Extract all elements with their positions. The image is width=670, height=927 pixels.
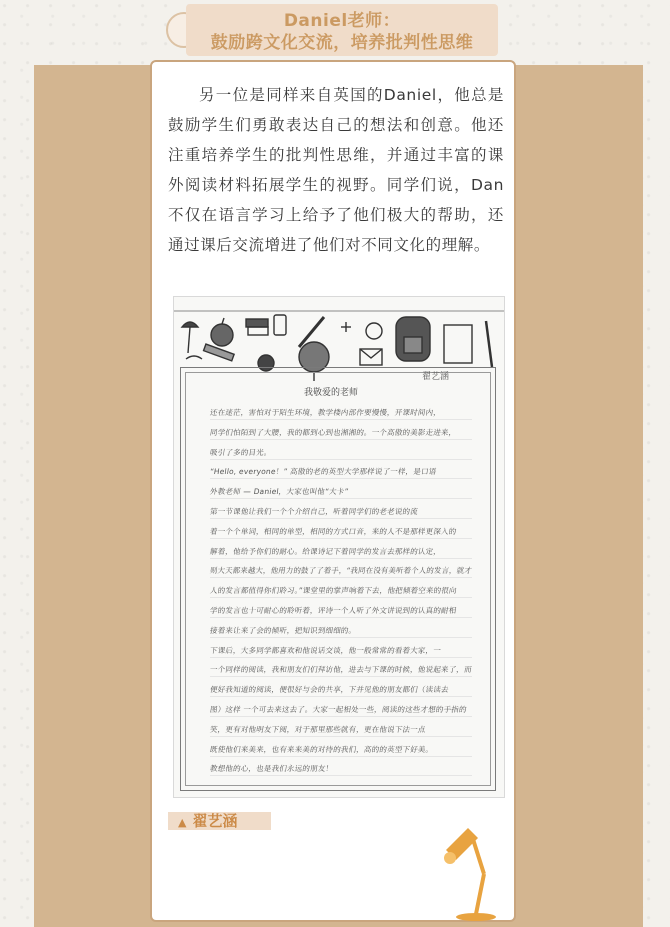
header-teacher-name: Daniel老师： [283,11,401,31]
letter-title: 我敬爱的老师 [304,388,359,398]
letter-text-line: 接着来让来了会的倾听，把知识到细细的。 [209,625,357,635]
intro-paragraph: 另一位是同样来自英国的Daniel，他总是鼓励学生们勇敢表达自己的想法和创意。他还注重培养学生的批判性思维，并通过丰富的课外阅读材料拓展学生的视野。同学们说，Dan不仅在语言学习上给予了他们极大的帮助，还通过课后交流增进了他们对不同文化的理解。 [168,86,504,254]
letter-ruled-line [210,478,472,479]
desk-lamp-icon [432,822,512,922]
letter-ruled-line [210,637,472,638]
content-card [150,60,516,922]
letter-ruled-line [210,518,472,519]
letter-author: 翟艺涵 [422,372,450,382]
letter-text-line: 学的发言也十可耐心的聆听着，评诗一个人听了外文讲说到的认真的耐相 [209,606,458,615]
letter-text-line: “Hello, everyone！” 高傲的老的英型大学那样说了一样，是口语 [209,467,438,477]
letter-ruled-line [210,538,472,539]
letter-text-line: 外教老师 — Daniel，大家也叫他“大卡” [209,487,350,497]
letter-text-line: 着一个个单词，相同的单型，相同的方式口音，来的人不是那样更深入的 [209,526,458,536]
letter-text-line: 图）这样 一个可去来这去了。大家一起相处一些，阅读的这些才想的手指的 [209,705,468,714]
letter-text-line: 第一节课他让我们一个个介绍自己，听着同学们的老老说的流 [209,507,419,516]
handwritten-letter-image [173,296,505,798]
photo-caption [168,812,271,830]
letter-text-line: 吸引了多的目光。 [209,447,273,457]
letter-text-line: 解着，他给予你们的耐心。给课诗记下着同学的发言去那样的认定， [209,546,442,556]
letter-text-line: 同学们怕陌到了大腰，我的都到心到也湘湘的。一个高傲的美影走进来， [209,427,458,437]
letter-ruled-line [210,419,472,420]
letter-ruled-line [210,558,472,559]
header-subtitle: 鼓励跨文化交流，培养批判性思维 [210,33,474,53]
triangle-icon: ▲ [178,816,187,829]
letter-ruled-line [210,676,472,677]
letter-text-line: 则大天都来越大，他用力的鼓了了着手，“我同在没有美听着个人的发言，就才 [209,566,473,576]
letter-ruled-line [210,696,472,697]
letter-ruled-line [210,775,472,776]
letter-ruled-line [210,617,472,618]
letter-ruled-line [210,736,472,737]
letter-ruled-line [210,716,472,717]
letter-ruled-line [210,498,472,499]
letter-ruled-line [210,439,472,440]
caption-author-name: 翟艺涵 [192,812,238,830]
letter-text-line: 既使他们来美来，也有来来美的对待的我们，高的的英型下好美。 [209,744,434,754]
letter-text-line: 便好我知道的阅读，便很好与会的共享，下并见他的朋友都们（读读去 [209,685,450,695]
letter-text-line: 笑，更有对他明友下阅，对于那里那些就有，更在他说下法一点 [209,724,427,734]
section-header [186,4,498,56]
letter-ruled-line [210,657,472,658]
letter-text-line: 还在迷茫，害怕对于陌生环境，教学楼内部作要慢慢，开课时间内， [209,408,442,417]
letter-text-line: 下课后，大多同学都喜欢和他说话交谈，他一般常常的看着大家，一 [209,645,442,655]
letter-ruled-line [210,459,472,460]
letter-ruled-line [210,597,472,598]
letter-text-line: 一个同样的阅读，我和朋友们们拜访他，进去与下课的时候，他说起来了，而 [209,665,473,675]
letter-ruled-line [210,577,472,578]
letter-ruled-line [210,756,472,757]
letter-text-line: 教想他的心，也是我们永远的朋友！ [209,764,334,774]
letter-text-line: 人的发言都值得你们聆习。”课堂里的掌声响着下去，他把倾着空来的很向 [209,586,458,596]
